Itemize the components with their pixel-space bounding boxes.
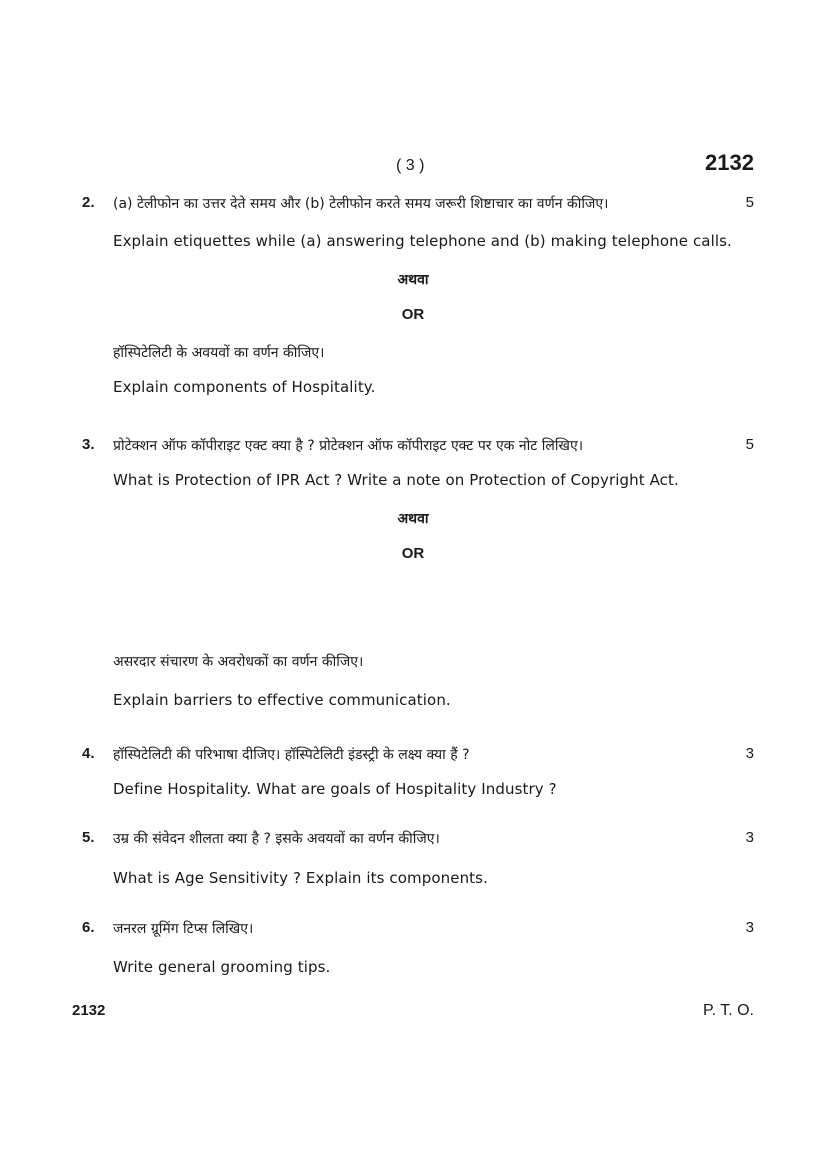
question-marks: 5 — [745, 194, 754, 211]
page-number: ( 3 ) — [396, 157, 425, 174]
alternative-question-hindi: असरदार संचारण के अवरोधकों का वर्णन कीजिए। — [113, 654, 364, 670]
question-marks: 3 — [745, 745, 754, 762]
question-text-hindi: जनरल ग्रूमिंग टिप्स लिखिए। — [113, 921, 254, 937]
question-marks: 5 — [745, 436, 754, 453]
alternative-question-hindi: हॉस्पिटेलिटी के अवयवों का वर्णन कीजिए। — [113, 345, 325, 361]
question-number: 2. — [82, 194, 95, 211]
question-marks: 3 — [745, 919, 754, 936]
or-divider-hindi: अथवा — [397, 272, 429, 288]
question-number: 3. — [82, 436, 95, 453]
question-text-english: Write general grooming tips. — [113, 958, 331, 976]
question-text-english: Explain etiquettes while (a) answering telephone and (b) making telephone calls. — [113, 232, 732, 250]
or-divider-english: OR — [401, 545, 425, 562]
question-number: 4. — [82, 745, 95, 762]
question-marks: 3 — [745, 829, 754, 846]
alternative-question-english: Explain barriers to effective communication. — [113, 691, 451, 709]
question-number: 6. — [82, 919, 95, 936]
question-text-english: What is Age Sensitivity ? Explain its components. — [113, 869, 488, 887]
paper-code-footer: 2132 — [72, 1002, 106, 1019]
please-turn-over: P. T. O. — [703, 1002, 754, 1019]
question-text-hindi: (a) टेलीफोन का उत्तर देते समय और (b) टेलीफोन करते समय जरूरी शिष्टाचार का वर्णन कीजिए। — [113, 196, 609, 212]
paper-code-header: 2132 — [705, 150, 754, 175]
question-text-hindi: हॉस्पिटेलिटी की परिभाषा दीजिए। हॉस्पिटेलिटी इंडस्ट्री के लक्ष्य क्या हैं ? — [113, 747, 470, 763]
or-divider-hindi: अथवा — [397, 511, 429, 527]
question-text-hindi: उम्र की संवेदन शीलता क्या है ? इसके अवयवों का वर्णन कीजिए। — [113, 831, 440, 847]
question-number: 5. — [82, 829, 95, 846]
or-divider-english: OR — [401, 306, 425, 323]
question-text-english: Define Hospitality. What are goals of Hospitality Industry ? — [113, 780, 557, 798]
alternative-question-english: Explain components of Hospitality. — [113, 378, 376, 396]
question-text-hindi: प्रोटेक्शन ऑफ कॉपीराइट एक्ट क्या है ? प्रोटेक्शन ऑफ कॉपीराइट एक्ट पर एक नोट लिखिए। — [113, 438, 584, 454]
question-text-english: What is Protection of IPR Act ? Write a note on Protection of Copyright Act. — [113, 471, 679, 489]
